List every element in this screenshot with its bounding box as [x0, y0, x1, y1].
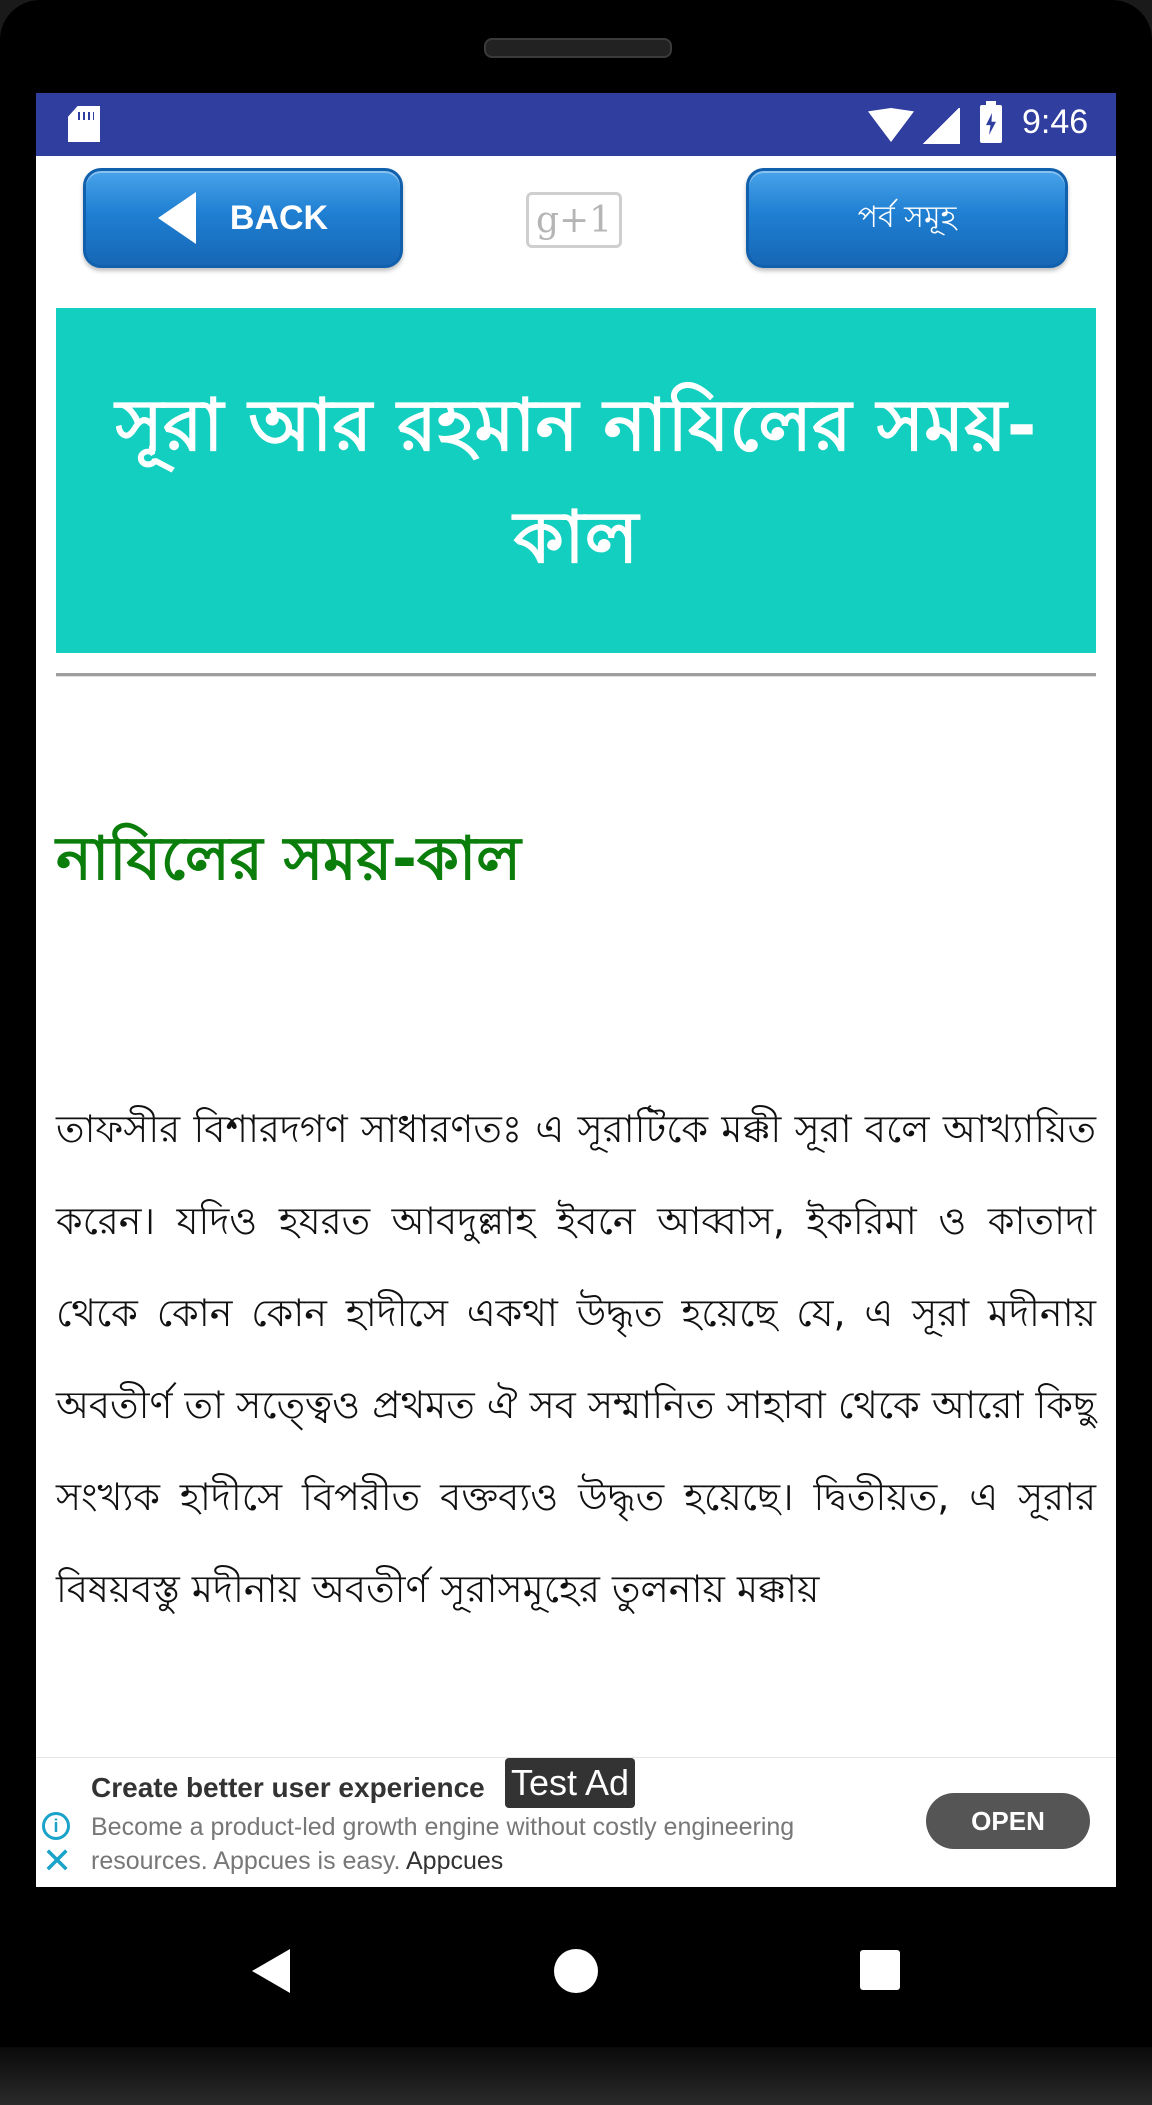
nav-home-icon[interactable] — [554, 1949, 598, 1993]
test-ad-badge: Test Ad — [505, 1758, 635, 1808]
nav-recents-icon[interactable] — [860, 1950, 900, 1990]
close-icon[interactable]: ✕ — [42, 1840, 73, 1881]
status-bar — [36, 93, 1116, 156]
title-banner — [56, 308, 1096, 653]
article-body: তাফসীর বিশারদগণ সাধারণতঃ এ সূরাটিকে মক্কী সূরা বলে আখ্যায়িত করেন। যদিও হযরত আবদুল্লাহ ইবনে আব্বাস, ইকরিমা ও কাতাদা থেকে কোন কোন হাদীসে একথা উদ্ধৃত হয়েছে যে, এ সূরা মদীনায় অবতীর্ণ তা সত্ত্বেও প্রথমত ঐ সব সম্মানিত সাহাবা থেকে আরো কিছু সংখ্যক হাদীসে বিপরীত বক্তব্যও উদ্ধৃত হয়েছে। দ্বিতীয়ত, এ সূরার বিষয়বস্তু মদীনায় অবতীর্ণ সূরাসমূহের তুলনায় মক্কায় — [56, 1107, 1096, 1611]
back-button-label: BACK — [229, 198, 329, 237]
device-chin — [0, 2047, 1152, 2105]
signal-icon — [922, 108, 960, 144]
sd-card-icon — [68, 106, 100, 142]
ad-title: Create better user experience — [91, 1772, 485, 1803]
back-arrow-icon — [158, 192, 196, 244]
sections-button-label: পর্ব সমূহ — [857, 199, 957, 235]
page-title: সূরা আর রহমান নাযিলের সময়-কাল — [115, 382, 1037, 579]
toolbar — [36, 156, 1116, 286]
ad-description-text: Become a product-led growth engine without costly engineering resources. Appcues is easy. — [91, 1813, 795, 1875]
screen — [36, 93, 1116, 1887]
status-time: 9:46 — [1022, 103, 1089, 141]
wifi-icon — [868, 108, 914, 142]
section-heading: নাযিলের সময়-কাল — [56, 824, 521, 894]
divider — [56, 673, 1096, 677]
ad-brand: Appcues — [406, 1847, 504, 1875]
sections-button[interactable] — [746, 168, 1068, 268]
nav-back-icon[interactable] — [252, 1949, 290, 1993]
navigation-bar — [0, 1887, 1152, 2047]
ad-open-button[interactable]: OPEN — [926, 1793, 1090, 1849]
back-button[interactable] — [83, 168, 403, 268]
speaker-grille — [484, 38, 672, 58]
ad-banner[interactable] — [36, 1757, 1116, 1887]
battery-charging-icon — [980, 105, 1002, 143]
ad-description — [91, 1810, 851, 1878]
info-icon[interactable]: i — [42, 1812, 70, 1840]
google-plus-one-button[interactable]: g+1 — [526, 192, 622, 248]
